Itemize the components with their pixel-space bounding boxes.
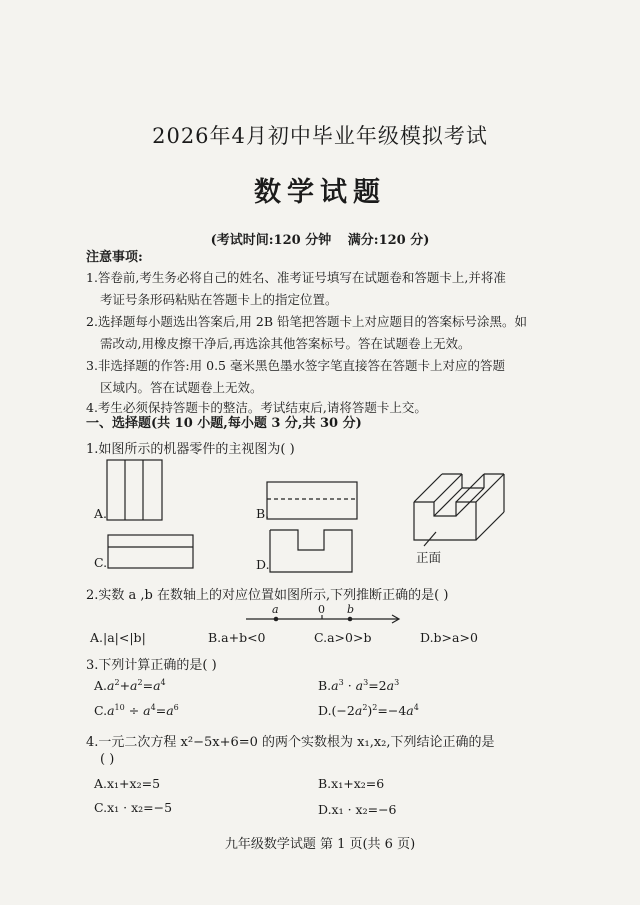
page-footer: 九年级数学试题 第 1 页(共 6 页)	[224, 837, 416, 852]
q4-option-b: B.x₁+x₂=6	[318, 776, 385, 791]
q3-option-c: $C.a^{10} \div a^4=a^6$	[94, 703, 179, 719]
q4-option-d: D.x₁ · x₂=−6	[318, 802, 397, 817]
q1-option-d-figure	[268, 528, 358, 576]
section-heading: 一、选择题(共 10 小题,每小题 3 分,共 30 分)	[86, 416, 362, 431]
notice-heading: 注意事项:	[86, 250, 143, 265]
q1-option-b-label: B.	[256, 506, 270, 521]
question-4-paren: ( )	[100, 752, 115, 767]
q1-option-d-label: D.	[256, 557, 270, 572]
q3-option-a: $A.a^2+a^2=a^4$	[94, 678, 166, 694]
q2-number-line	[246, 605, 406, 627]
notice-line: 1.答卷前,考生务必将自己的姓名、准考证号填写在试题卷和答题卡上,并将准	[86, 270, 506, 285]
subject-title: 数学试题	[254, 177, 386, 208]
exam-time: (考试时间:120 分钟	[210, 233, 332, 248]
q2-axis-label-b: b	[347, 603, 355, 616]
q1-option-a-figure	[105, 460, 165, 522]
q1-option-c-figure	[106, 535, 196, 571]
q4-option-a: A.x₁+x₂=5	[94, 776, 161, 791]
q2-option-b: B.a+b<0	[208, 630, 266, 645]
q1-machine-part-figure	[412, 470, 524, 550]
q1-option-b-figure	[265, 482, 360, 522]
notice-line: 区域内。答在试题卷上无效。	[100, 380, 263, 395]
notice-line: 需改动,用橡皮擦干净后,再选涂其他答案标号。答在试题卷上无效。	[100, 336, 471, 351]
question-3-stem: 3.下列计算正确的是( )	[86, 658, 217, 673]
question-1-stem: 1.如图所示的机器零件的主视图为( )	[86, 442, 295, 457]
q1-option-a-label: A.	[94, 506, 108, 521]
q1-front-label: 正面	[416, 550, 442, 565]
q1-option-c-label: C.	[94, 555, 108, 570]
exam-title: 2026年4月初中毕业年级模拟考试	[152, 124, 488, 148]
q2-option-d: D.b>a>0	[420, 630, 478, 645]
q3-option-b: $B.a^3 \cdot a^3=2a^3$	[318, 678, 400, 694]
notice-line: 考证号条形码粘贴在答题卡上的指定位置。	[100, 292, 338, 307]
question-2-stem: 2.实数 a ,b 在数轴上的对应位置如图所示,下列推断正确的是( )	[86, 588, 449, 603]
notice-line: 2.选择题每小题选出答案后,用 2B 铅笔把答题卡上对应题目的答案标号涂黑。如	[86, 314, 527, 329]
exam-score: 满分:120 分)	[347, 233, 430, 248]
notice-line: 3.非选择题的作答:用 0.5 毫米黑色墨水签字笔直接答在答题卡上对应的答题	[86, 358, 505, 373]
q2-option-a: A.|a|<|b|	[90, 630, 146, 645]
q4-option-c: C.x₁ · x₂=−5	[94, 800, 173, 815]
question-4-stem: 4.一元二次方程 x²−5x+6=0 的两个实数根为 x₁,x₂,下列结论正确的是	[86, 735, 495, 750]
q2-option-c: C.a>0>b	[314, 630, 372, 645]
notice-line: 4.考生必须保持答题卡的整洁。考试结束后,请将答题卡上交。	[86, 400, 427, 415]
q2-axis-label-zero: 0	[318, 603, 325, 616]
q3-option-d: $D.(-2a^2)^2=-4a^4$	[318, 703, 419, 719]
q2-axis-label-a: a	[272, 603, 279, 616]
